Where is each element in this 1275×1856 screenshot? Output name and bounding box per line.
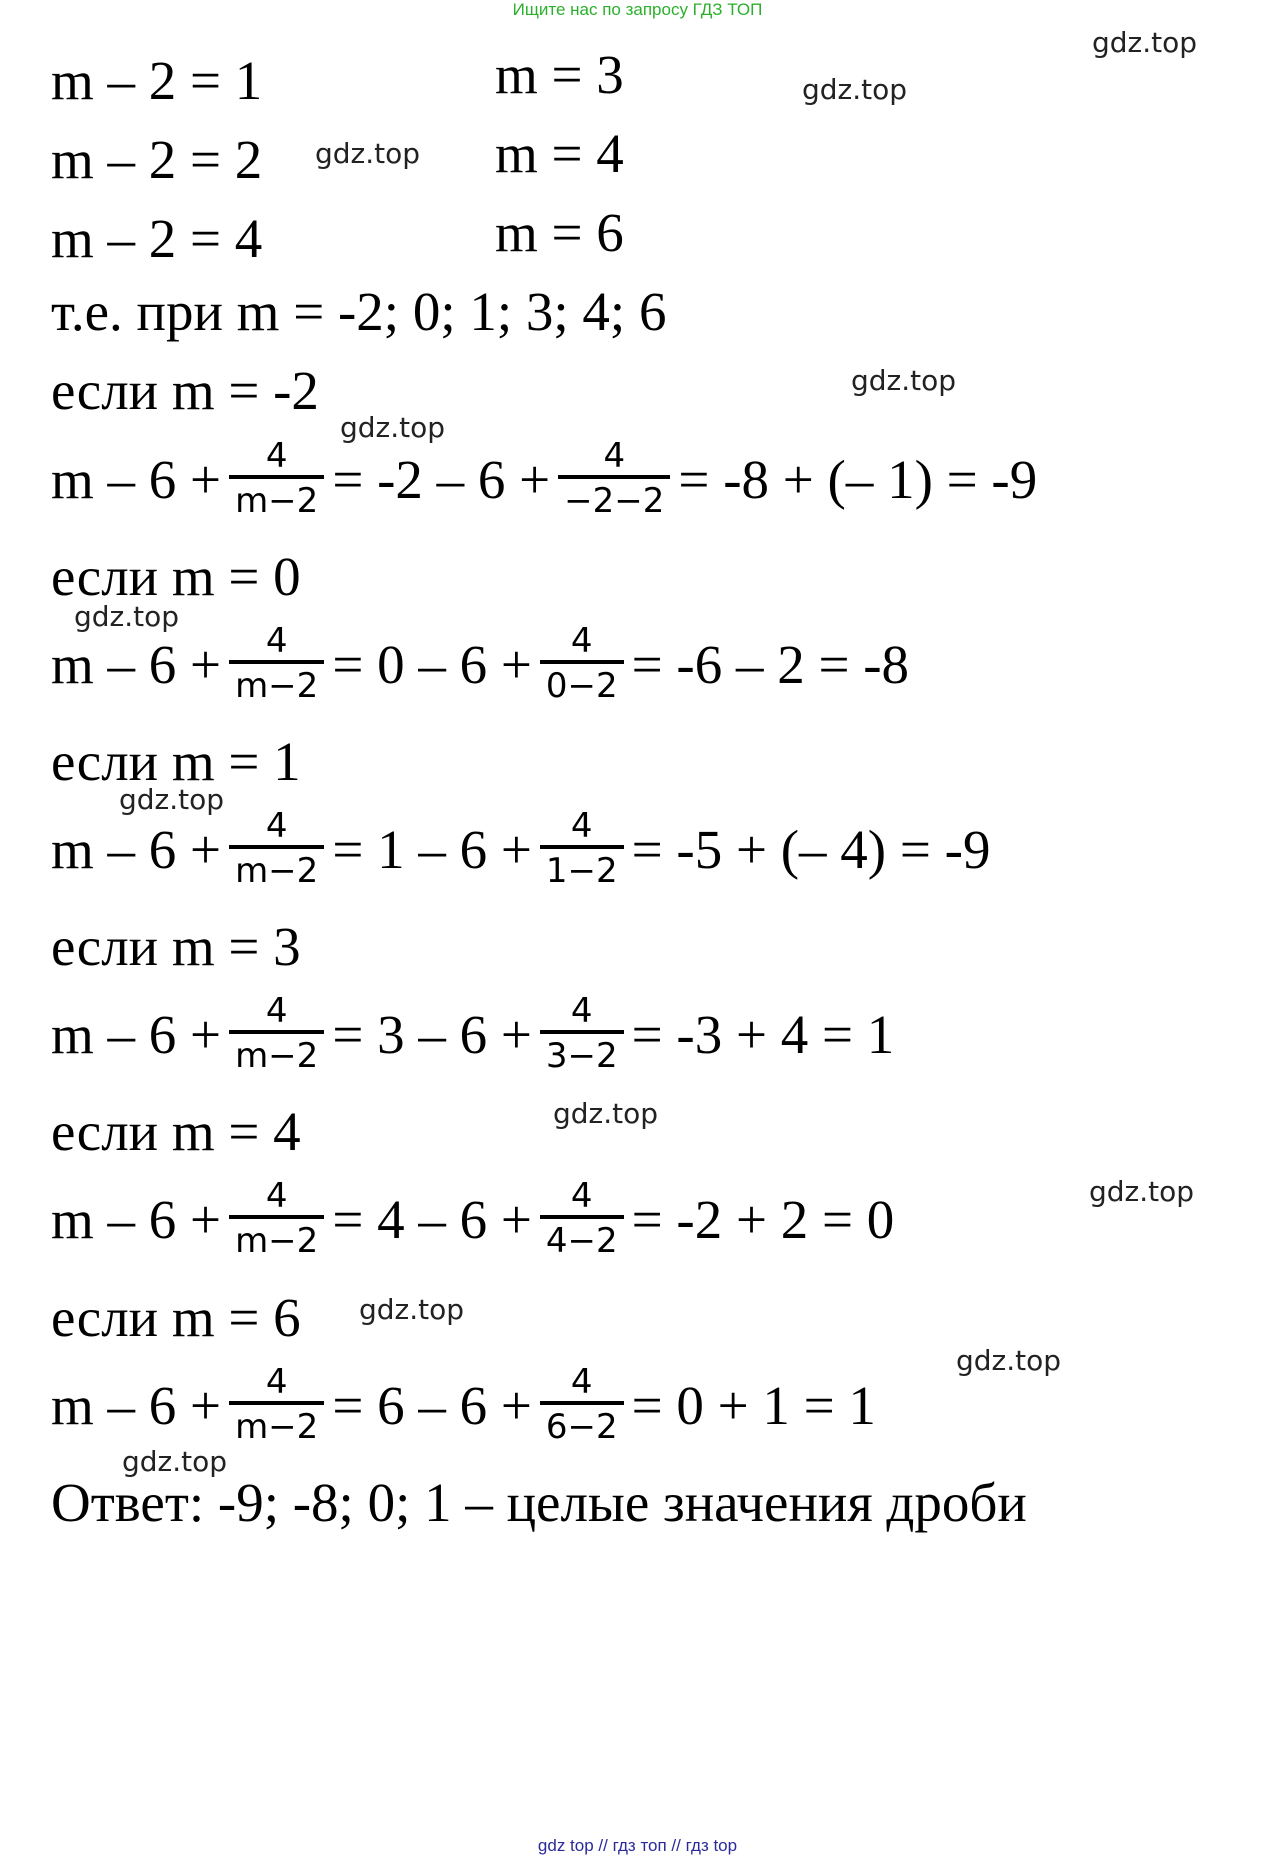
expr-result: = 0 + 1 = 1 bbox=[631, 1374, 876, 1436]
fraction-denominator: m−2 bbox=[229, 1215, 324, 1260]
fraction-denominator: m−2 bbox=[229, 475, 324, 520]
fraction bbox=[229, 438, 324, 521]
fraction-numerator: 4 bbox=[570, 991, 593, 1031]
fraction bbox=[229, 993, 324, 1076]
case-equation bbox=[51, 1364, 876, 1447]
fraction-denominator: m−2 bbox=[229, 1030, 324, 1075]
footer-links: gdz top // гдз топ // гдз top bbox=[537, 1836, 738, 1855]
expr-result: = -3 + 4 = 1 bbox=[631, 1003, 895, 1065]
watermark: gdz.top bbox=[315, 137, 421, 170]
watermark: gdz.top bbox=[1089, 1175, 1195, 1208]
fraction-numerator: 4 bbox=[265, 621, 288, 661]
fraction-numerator: 4 bbox=[570, 621, 593, 661]
expr-result: = -6 – 2 = -8 bbox=[631, 633, 910, 695]
expr-result: = -2 + 2 = 0 bbox=[631, 1188, 895, 1250]
watermark: gdz.top bbox=[956, 1344, 1062, 1377]
case-equation bbox=[51, 623, 909, 706]
case-equation bbox=[51, 993, 894, 1076]
case-heading: если m = 3 bbox=[51, 916, 301, 977]
watermark: gdz.top bbox=[119, 783, 225, 816]
fraction-denominator: m−2 bbox=[229, 660, 324, 705]
expr-lhs: m – 6 + bbox=[51, 633, 222, 695]
fraction-numerator: 4 bbox=[265, 1362, 288, 1402]
fraction-denominator: −2−2 bbox=[558, 475, 670, 520]
equation-right: m = 4 bbox=[495, 123, 624, 184]
equation-right: m = 3 bbox=[495, 44, 624, 105]
fraction-numerator: 4 bbox=[570, 1176, 593, 1216]
fraction-numerator: 4 bbox=[265, 806, 288, 846]
equation-right: m = 6 bbox=[495, 202, 624, 263]
fraction bbox=[229, 1178, 324, 1261]
equation-row bbox=[51, 126, 263, 190]
answer-line: Ответ: -9; -8; 0; 1 – целые значения дроби bbox=[51, 1472, 1027, 1533]
expr-lhs: m – 6 + bbox=[51, 448, 222, 510]
fraction bbox=[229, 808, 324, 891]
expr-substituted: = 0 – 6 + bbox=[332, 633, 532, 695]
watermark: gdz.top bbox=[802, 73, 908, 106]
fraction bbox=[540, 1364, 624, 1447]
fraction-denominator: 4−2 bbox=[540, 1215, 624, 1260]
expr-substituted: = 6 – 6 + bbox=[332, 1374, 532, 1436]
equation-row bbox=[51, 47, 263, 111]
fraction bbox=[540, 1178, 624, 1261]
case-equation bbox=[51, 808, 990, 891]
fraction-numerator: 4 bbox=[570, 1362, 593, 1402]
expr-substituted: = 3 – 6 + bbox=[332, 1003, 532, 1065]
expr-result: = -8 + (– 1) = -9 bbox=[678, 448, 1038, 510]
fraction bbox=[558, 438, 670, 521]
fraction-denominator: m−2 bbox=[229, 1401, 324, 1446]
case-heading: если m = -2 bbox=[51, 360, 319, 421]
expr-lhs: m – 6 + bbox=[51, 1188, 222, 1250]
fraction-denominator: 3−2 bbox=[540, 1030, 624, 1075]
fraction-denominator: 0−2 bbox=[540, 660, 624, 705]
expr-substituted: = 1 – 6 + bbox=[332, 818, 532, 880]
summary-line: т.е. при m = -2; 0; 1; 3; 4; 6 bbox=[51, 281, 667, 342]
expr-result: = -5 + (– 4) = -9 bbox=[631, 818, 991, 880]
watermark: gdz.top bbox=[851, 364, 957, 397]
expr-substituted: = 4 – 6 + bbox=[332, 1188, 532, 1250]
equation-row bbox=[51, 205, 263, 269]
equation-left: m – 2 = 4 bbox=[51, 207, 263, 269]
fraction-denominator: 1−2 bbox=[540, 845, 624, 890]
expr-substituted: = -2 – 6 + bbox=[332, 448, 551, 510]
fraction bbox=[540, 808, 624, 891]
case-heading: если m = 4 bbox=[51, 1101, 301, 1162]
fraction bbox=[540, 993, 624, 1076]
fraction bbox=[229, 623, 324, 706]
fraction-denominator: 6−2 bbox=[540, 1401, 624, 1446]
watermark: gdz.top bbox=[1092, 26, 1198, 59]
expr-lhs: m – 6 + bbox=[51, 1003, 222, 1065]
watermark: gdz.top bbox=[553, 1097, 659, 1130]
equation-left: m – 2 = 2 bbox=[51, 128, 263, 190]
fraction-numerator: 4 bbox=[265, 991, 288, 1031]
watermark: gdz.top bbox=[340, 411, 446, 444]
fraction-numerator: 4 bbox=[603, 436, 626, 476]
top-banner: Ищите нас по запросу ГДЗ ТОП bbox=[512, 0, 763, 19]
fraction-numerator: 4 bbox=[265, 1176, 288, 1216]
watermark: gdz.top bbox=[74, 600, 180, 633]
case-heading: если m = 0 bbox=[51, 546, 301, 607]
watermark: gdz.top bbox=[359, 1293, 465, 1326]
fraction bbox=[540, 623, 624, 706]
case-heading: если m = 1 bbox=[51, 731, 301, 792]
fraction-numerator: 4 bbox=[570, 806, 593, 846]
expr-lhs: m – 6 + bbox=[51, 818, 222, 880]
case-equation bbox=[51, 438, 1037, 521]
expr-lhs: m – 6 + bbox=[51, 1374, 222, 1436]
fraction bbox=[229, 1364, 324, 1447]
case-equation bbox=[51, 1178, 894, 1261]
case-heading: если m = 6 bbox=[51, 1287, 301, 1348]
fraction-denominator: m−2 bbox=[229, 845, 324, 890]
equation-left: m – 2 = 1 bbox=[51, 49, 263, 111]
watermark: gdz.top bbox=[122, 1445, 228, 1478]
fraction-numerator: 4 bbox=[265, 436, 288, 476]
